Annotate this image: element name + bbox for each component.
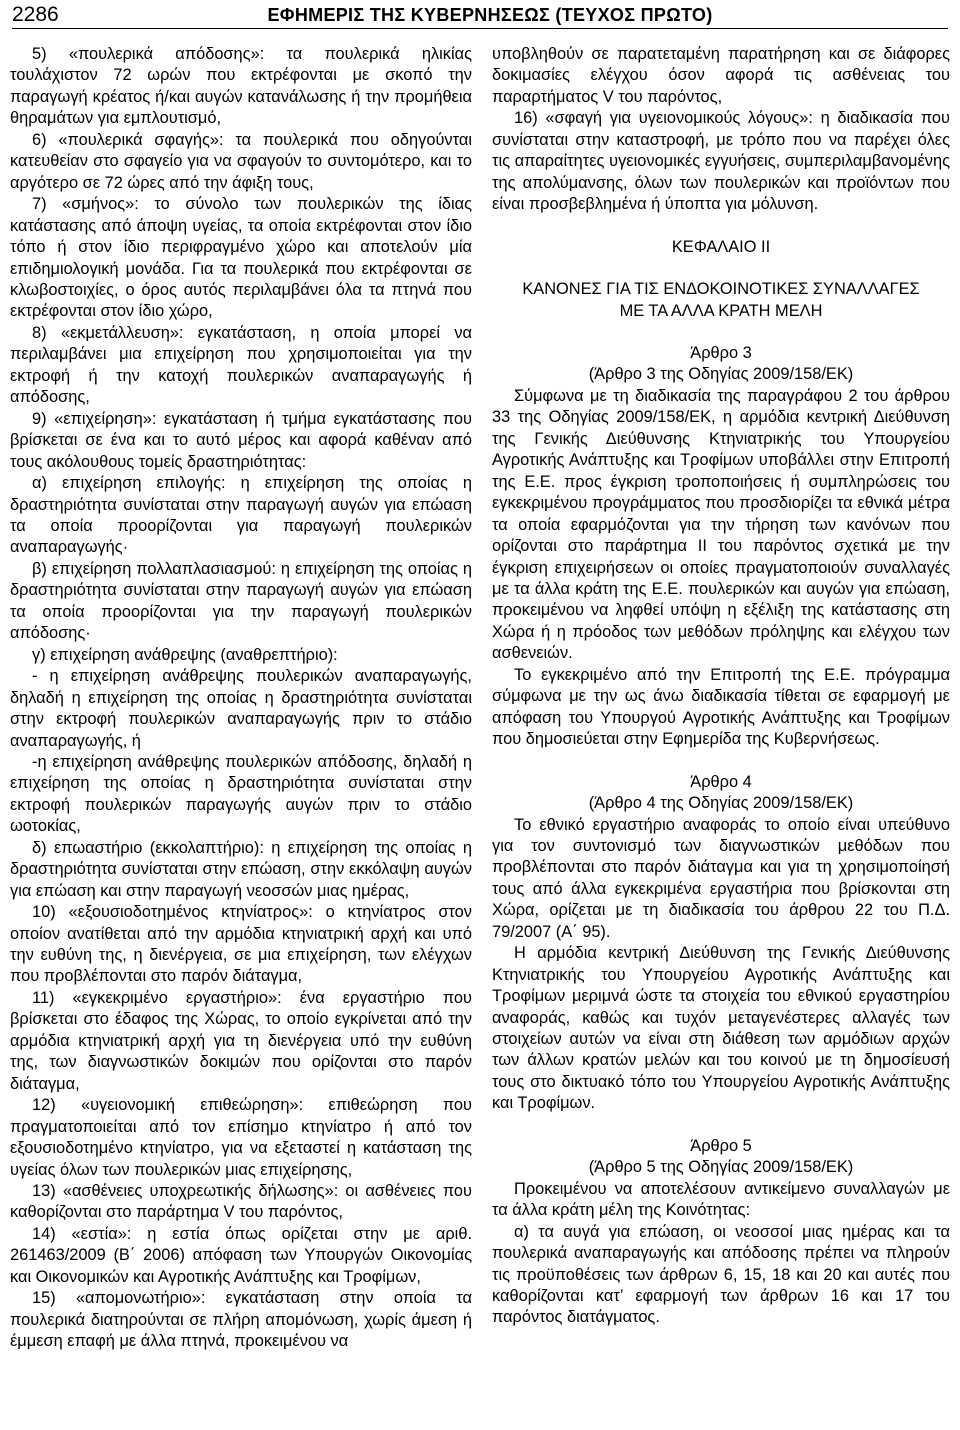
definition-paragraph: -η επιχείρηση ανάθρεψης πουλερικών απόδοσης, δηλαδή η επιχείρηση της οποίας η δραστηριότητα συνίσταται στην εκτροφή πουλερικών παραγωγής αυγών πριν το στάδιο ωοτοκίας,: [10, 752, 472, 836]
article-paragraph: Το εθνικό εργαστήριο αναφοράς το οποίο είναι υπεύθυνο για τον συντονισμό των διαγνωστικών μεθόδων που προβλέπονται στο παρόν διάταγμα και για τη χρησιμοποίησή τους από άλλα εγκεκριμένα εργαστήρια που βρίσκονται στη Χώρα, ορίζεται με τη διαδικασία του άρθρου 22 του Π.Δ. 79/2007 (Α΄ 95).: [492, 815, 950, 941]
definition-paragraph: 10) «εξουσιοδοτημένος κτηνίατρος»: ο κτηνίατρος στον οποίον ανατίθεται από την αρμόδια κτηνιατρική αρχή και υπό την ευθύνη της, η διενέργεια, σε μια επιχείρηση, των ελέγχων που προβλέπονται στο παρόν διάταγμα,: [10, 903, 472, 986]
definition-paragraph: 9) «επιχείρηση»: εγκατάσταση ή τμήμα εγκατάστασης που βρίσκεται σε ένα και το αυτό μέρος και αφορά καθέναν από τους ακόλουθους τομείς δραστηριότητας:: [10, 409, 472, 471]
definition-paragraph: 12) «υγειονομική επιθεώρηση»: επιθεώρηση που πραγματοποιείται από τον επίσημο κτηνίατρο ή από τον εξουσιοδοτημένο κτηνίατρο, για να εξεταστεί η κατάσταση της υγείας όλων των πουλερικών μιας επιχείρησης,: [10, 1096, 472, 1179]
definition-paragraph: - η επιχείρηση ανάθρεψης πουλερικών αναπαραγωγής, δηλαδή η επιχείρηση της οποίας η δραστηριότητα συνίσταται στην εκτροφή πουλερικών αναπαραγωγής πριν το στάδιο αναπαραγωγής, ή: [10, 667, 472, 750]
definition-paragraph: 16) «σφαγή για υγειονομικούς λόγους»: η διαδικασία που συνίσταται στην καταστροφή, με τρόπο που να παρέχει όλες τις απαραίτητες υγειονομικές εγγυήσεις, συμπεριλαμβανομένης της απολύμανσης, όλων των πουλερικών και προϊόντων που είναι προσβεβλημένα ή ύποπτα για μόλυνση.: [492, 109, 950, 214]
page-number: 2286: [12, 3, 59, 26]
definition-paragraph: 15) «απομονωτήριο»: εγκατάσταση στην οποία τα πουλερικά διατηρούνται σε πλήρη απομόνωση, χωρίς άμεση ή έμμεση επαφή με άλλα πτηνά, προκειμένου να: [10, 1289, 472, 1351]
article-subheading: (Άρθρο 4 της Οδηγίας 2009/158/ΕΚ): [588, 794, 854, 813]
definition-paragraph: α) επιχείρηση επιλογής: η επιχείρηση της οποίας η δραστηριότητα συνίσταται στην παραγωγή αυγών για επώαση τα οποία προορίζονται για παραγωγή πουλερικών αναπαραγωγής·: [10, 474, 472, 557]
article-paragraph: Η αρμόδια κεντρική Διεύθυνση της Γενικής Διεύθυνσης Κτηνιατρικής του Υπουργείου Αγροτικής Ανάπτυξης και Τροφίμων μεριμνά ώστε τα στοιχεία του εθνικού εργαστηρίου αναφοράς, καθώς και τυχόν μεταγενέστερες αλλαγές των στοιχείων αυτών να είναι στη διάθεση των αρμόδιων αρχών των άλλων κρατών μελών και του κοινού με τη δημοσίευσή τους στο δικτυακό τόπο του Υπουργείου Αγροτικής Ανάπτυξης και Τροφίμων.: [492, 944, 950, 1113]
definition-paragraph: δ) επωαστήριο (εκκολαπτήριο): η επιχείρηση της οποίας η δραστηριότητα συνίσταται στην επώαση, στην εκκόλαψη αυγών για επώαση και στην παραγωγή νεοσσών μιας ημέρας,: [10, 838, 472, 900]
left-column: [10, 44, 472, 1353]
running-header: [12, 2, 948, 29]
definition-paragraph: 7) «σμήνος»: το σύνολο των πουλερικών της ίδιας κατάστασης από άποψη υγείας, τα οποία εκτρέφονται στον ίδιο τόπο ή στον ίδιο περιφραγμένο χώρο και αποτελούν μία επιδημιολογική μονάδα. Για τα πουλερικά που εκτρέφονται σε κλωβοστοιχίες, ο όρος αυτός περιλαμβάνει όλα τα πτηνά που εκτρέφονται στον ίδιο χώρο,: [10, 195, 472, 321]
chapter-heading: ΚΕΦΑΛΑΙΟ ΙΙ: [671, 237, 771, 256]
article-heading: Άρθρο 5: [690, 1136, 752, 1155]
definition-paragraph: 5) «πουλερικά απόδοσης»: τα πουλερικά ηλικίας τουλάχιστον 72 ωρών που εκτρέφονται με σκοπό την παραγωγή κρέατος ή/και αυγών κατανάλωσης ή την προμήθεια θηραμάτων για εμπλουτισμό,: [10, 45, 472, 128]
continued-paragraph: υποβληθούν σε παρατεταμένη παρατήρηση και σε διάφορες δοκιμασίες ελέγχου όσον αφορά τις ασθένειας του παραρτήματος V του παρόντος,: [492, 45, 950, 106]
article-heading: Άρθρο 3: [690, 343, 752, 362]
definition-paragraph: β) επιχείρηση πολλαπλασιασμού: η επιχείρηση της οποίας η δραστηριότητα συνίσταται στην παραγωγή αυγών για επώαση τα οποία προορίζονται για την παραγωγή πουλερικών απόδοσης·: [10, 559, 472, 643]
article-paragraph: α) τα αυγά για επώαση, οι νεοσσοί μιας ημέρας και τα πουλερικά αναπαραγωγής και απόδοσης πρέπει να πληρούν τις προϋποθέσεις των άρθρων 6, 15, 18 και 20 και αυτές που καθορίζονται κατ’ εφαρμογή των άρθρων 16 και 17 του παρόντος διατάγματος.: [492, 1222, 950, 1327]
right-column: [492, 44, 950, 1329]
article-subheading: (Άρθρο 5 της Οδηγίας 2009/158/ΕΚ): [588, 1158, 854, 1177]
article-heading: Άρθρο 4: [690, 772, 752, 791]
chapter-title: ΜΕ ΤΑ ΑΛΛΑ ΚΡΑΤΗ ΜΕΛΗ: [619, 301, 823, 320]
article-paragraph: Σύμφωνα με τη διαδικασία της παραγράφου 2 του άρθρου 33 της Οδηγίας 2009/158/ΕΚ, η αρμόδια κεντρική Διεύθυνση της Γενικής Διεύθυνσης Κτηνιατρικής του Υπουργείου Αγροτικής Ανάπτυξης και Τροφίμων υποβάλλει στην Επιτροπή της Ε.Ε. προς έγκριση τροποποιήσεις ή συμπληρώσεις του εγκεκριμένου προγράμματος που προσδιορίζει τα εθνικά μέτρα τα οποία εφαρμόζονται για την τήρηση των κανόνων που ορίζονται στο παράρτημα ΙΙ του παρόντος σχετικά με την έγκριση επιχειρήσεων οι οποίες πραγματοποιούν συναλλαγές με τα άλλα κράτη της Ε.Ε. πουλερικών και αυγών για επώαση, προκειμένου να ληφθεί υπόψη η εξέλιξη της κατάστασης στη Χώρα ή η πρόοδος των μεθόδων πρόληψης και ελέγχου των ασθενειών.: [492, 386, 950, 663]
definition-paragraph: 8) «εκμετάλλευση»: εγκατάσταση, η οποία μπορεί να περιλαμβάνει μια επιχείρηση που χρησιμοποιείται για την εκτροφή ή την κατοχή πουλερικών αναπαραγωγής ή απόδοσης,: [10, 323, 472, 407]
gazette-title: ΕΦΗΜΕΡΙΣ ΤΗΣ ΚΥΒΕΡΝΗΣΕΩΣ (ΤΕΥΧΟΣ ΠΡΩΤΟ): [267, 5, 713, 25]
definition-paragraph: 13) «ασθένειες υποχρεωτικής δήλωσης»: οι ασθένειες που καθορίζονται στο παράρτημα V του παρόντος,: [10, 1182, 472, 1222]
article-paragraph: Το εγκεκριμένο από την Επιτροπή της Ε.Ε. πρόγραμμα σύμφωνα με την ως άνω διαδικασία τίθεται σε εφαρμογή με απόφαση του Υπουργού Αγροτικής Ανάπτυξης και Τροφίμων που δημοσιεύεται στην Εφημερίδα της Κυβερνήσεως.: [492, 665, 950, 749]
definition-paragraph: 11) «εγκεκριμένο εργαστήριο»: ένα εργαστήριο που βρίσκεται στο έδαφος της Χώρας, το οποίο εγκρίνεται από την αρμόδια κτηνιατρική αρχή για τη διενέργεια υπό την ευθύνη της, των διαγνωστικών δοκιμών που ορίζονται στο παρόν διάταγμα,: [10, 988, 472, 1093]
definition-paragraph: 14) «εστία»: η εστία όπως ορίζεται στην με αριθ. 261463/2009 (Β΄ 2006) απόφαση των Υπουργών Οικονομίας και Οικονομικών και Αγροτικής Ανάπτυξης και Τροφίμων,: [10, 1224, 472, 1286]
article-subheading: (Άρθρο 3 της Οδηγίας 2009/158/ΕΚ): [588, 365, 854, 384]
definition-paragraph: 6) «πουλερικά σφαγής»: τα πουλερικά που οδηγούνται κατευθείαν στο σφαγείο για να σφαγούν το συντομότερο, και το αργότερο σε 72 ώρες από την άφιξη τους,: [10, 130, 472, 192]
article-paragraph: Προκειμένου να αποτελέσουν αντικείμενο συναλλαγών με τα άλλα κράτη μέλη της Κοινότητας:: [492, 1179, 950, 1220]
chapter-title: ΚΑΝΟΝΕΣ ΓΙΑ ΤΙΣ ΕΝΔΟΚΟΙΝΟΤΙΚΕΣ ΣΥΝΑΛΛΑΓΕΣ: [522, 280, 920, 299]
definition-paragraph: γ) επιχείρηση ανάθρεψης (αναθρεπτήριο):: [32, 645, 338, 664]
